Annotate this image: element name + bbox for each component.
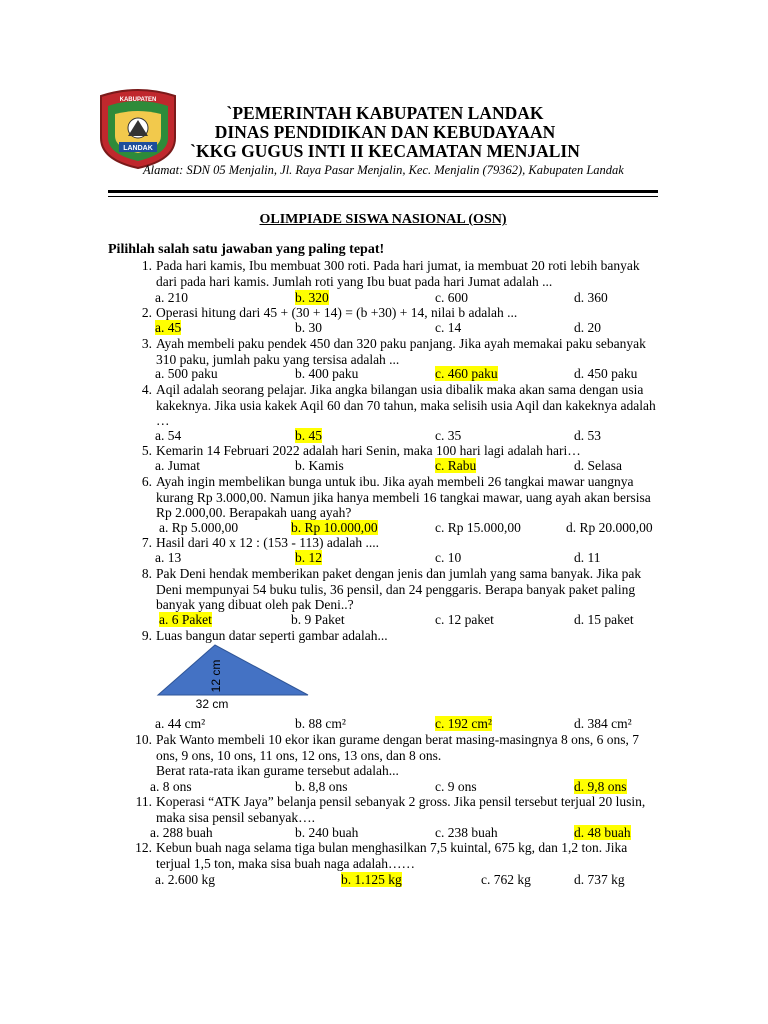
- address: Alamat: SDN 05 Menjalin, Jl. Raya Pasar Menjalin, Kec. Menjalin (79362), Kabupaten Landak: [143, 163, 624, 177]
- height-label: 12 cm: [209, 659, 223, 693]
- answer-option-a: a. 500 paku: [155, 366, 218, 381]
- answer-option-a: a. 2.600 kg: [155, 872, 215, 887]
- answer-option-c: c. 10: [435, 550, 462, 565]
- question-text: Kebun buah naga selama tiga bulan menghasilkan 7,5 kuintal, 675 kg, dan 1,2 ton. Jika terjual 1,5 ton, maka sisa buah naga adalah……: [156, 840, 628, 871]
- answer-option-b: b. 240 buah: [295, 825, 359, 840]
- question-text: Koperasi “ATK Jaya” belanja pensil sebanyak 2 gross. Jika pensil tersebut terjual 20 lusin, maka sisa pensil sebanyak….: [156, 794, 646, 825]
- answer-option-a: a. 54: [155, 428, 182, 443]
- answer-option-a: a. 8 ons: [150, 779, 192, 794]
- answer-option-c: c. 14: [435, 320, 462, 335]
- answer-option-a-highlighted: a. 45: [155, 320, 182, 335]
- answer-option-d: d. Rp 20.000,00: [566, 520, 653, 535]
- answer-option-d: d. 360: [574, 290, 608, 305]
- instruction: Pilihlah salah satu jawaban yang paling tepat!: [108, 242, 385, 257]
- question-text: Ayah ingin membelikan bunga untuk ibu. Jika ayah membeli 26 tangkai mawar uangnya kurang Rp 3.000,00. Namun jika hanya membeli 16 tangkai mawar, uang ayah akan bersisa Rp 2.000,00. Berapakah uang ayah?: [156, 474, 651, 520]
- question-text: Hasil dari 40 x 12 : (153 - 113) adalah ....: [156, 535, 379, 550]
- header-line-3: `KKG GUGUS INTI II KECAMATAN MENJALIN: [190, 141, 580, 161]
- answer-option-a: a. 13: [155, 550, 182, 565]
- answer-option-c: c. 9 ons: [435, 779, 477, 794]
- header-divider-thick: [108, 190, 658, 193]
- question-number: 2.: [141, 305, 152, 320]
- letterhead: [150, 104, 620, 161]
- triangle-shape: [158, 645, 308, 695]
- logo-top-label: KABUPATEN: [119, 97, 157, 103]
- answer-option-b-highlighted: b. 12: [295, 550, 322, 565]
- answer-option-a-highlighted: a. 6 Paket: [159, 612, 212, 627]
- answer-option-c: c. 762 kg: [481, 872, 531, 887]
- question-number: 7.: [141, 535, 152, 550]
- answer-option-b: b. 88 cm²: [295, 716, 346, 731]
- answer-option-d: d. 53: [574, 428, 601, 443]
- question-text-continued: Berat rata-rata ikan gurame tersebut adalah...: [156, 763, 399, 778]
- question-text: Operasi hitung dari 45 + (30 + 14) = (b +30) + 14, nilai b adalah ...: [156, 305, 518, 320]
- question-number: 9.: [141, 628, 152, 643]
- question-text: Aqil adalah seorang pelajar. Jika angka bilangan usia dibalik maka akan sama dengan usia kakeknya. Jika usia kakek Aqil 60 dan 70 tahun, maka selisih usia Aqil dan kakeknya adalah …: [156, 382, 656, 428]
- triangle-figure: [150, 640, 320, 710]
- question-number: 3.: [141, 336, 152, 351]
- answer-option-b-highlighted: b. Rp 10.000,00: [291, 520, 378, 535]
- answer-option-b-highlighted: b. 45: [295, 428, 322, 443]
- question-text: Pada hari kamis, Ibu membuat 300 roti. Pada hari jumat, ia membuat 20 roti lebih banyak dari pada hari kamis. Jumlah roti yang Ibu buat pada hari Jumat adalah ...: [156, 258, 640, 289]
- answer-option-c: c. 238 buah: [435, 825, 498, 840]
- answer-option-c: c. 35: [435, 428, 462, 443]
- answer-option-d: d. 15 paket: [574, 612, 634, 627]
- answer-option-c-highlighted: c. 460 paku: [435, 366, 498, 381]
- header-line-2: DINAS PENDIDIKAN DAN KEBUDAYAAN: [214, 122, 556, 142]
- answer-option-a: a. 288 buah: [150, 825, 213, 840]
- answer-option-c-highlighted: c. 192 cm²: [435, 716, 492, 731]
- answer-option-b-highlighted: b. 1.125 kg: [341, 872, 402, 887]
- question-number: 5.: [141, 443, 152, 458]
- answer-option-c: c. 600: [435, 290, 468, 305]
- question-number: 1.: [141, 258, 152, 273]
- question-text: Kemarin 14 Februari 2022 adalah hari Senin, maka 100 hari lagi adalah hari…: [156, 443, 581, 458]
- answer-option-d: d. 450 paku: [574, 366, 638, 381]
- answer-option-a: a. Jumat: [155, 458, 200, 473]
- answer-option-b: b. 8,8 ons: [295, 779, 348, 794]
- base-label: 32 cm: [195, 697, 229, 710]
- answer-option-a: a. Rp 5.000,00: [159, 520, 239, 535]
- answer-option-d-highlighted: d. 9,8 ons: [574, 779, 627, 794]
- answer-option-d: d. 384 cm²: [574, 716, 632, 731]
- answer-option-d: d. 737 kg: [574, 872, 625, 887]
- question-text: Luas bangun datar seperti gambar adalah...: [156, 628, 388, 643]
- exam-title: OLIMPIADE SISWA NASIONAL (OSN): [259, 212, 507, 227]
- answer-option-d-highlighted: d. 48 buah: [574, 825, 631, 840]
- header-line-1: `PEMERINTAH KABUPATEN LANDAK: [226, 103, 544, 123]
- answer-option-d: d. Selasa: [574, 458, 622, 473]
- answer-option-b: b. 400 paku: [295, 366, 359, 381]
- answer-option-c-highlighted: c. Rabu: [435, 458, 477, 473]
- answer-option-b-highlighted: b. 320: [295, 290, 329, 305]
- question-number: 12.: [135, 840, 152, 855]
- question-number: 10.: [135, 732, 152, 747]
- answer-option-a: a. 44 cm²: [155, 716, 206, 731]
- answer-option-a: a. 210: [155, 290, 188, 305]
- question-text: Pak Deni hendak memberikan paket dengan jenis dan jumlah yang sama banyak. Jika pak Deni mempunyai 54 buku tulis, 36 pensil, dan 24 penggaris. Berapa banyak paket paling banyak yang dibuat oleh pak Deni..?: [156, 566, 642, 612]
- question-number: 4.: [141, 382, 152, 397]
- answer-option-b: b. 30: [295, 320, 322, 335]
- question-number: 6.: [141, 474, 152, 489]
- question-number: 8.: [141, 566, 152, 581]
- question-text: Ayah membeli paku pendek 450 dan 320 paku panjang. Jika ayah memakai paku sebanyak 310 paku, jumlah paku yang tersisa adalah ...: [156, 336, 646, 367]
- answer-option-b: b. 9 Paket: [291, 612, 345, 627]
- header-divider-thin: [108, 196, 658, 197]
- answer-option-b: b. Kamis: [295, 458, 344, 473]
- answer-option-c: c. Rp 15.000,00: [435, 520, 521, 535]
- question-number: 11.: [135, 794, 152, 809]
- answer-option-d: d. 11: [574, 550, 601, 565]
- logo-bottom-label: LANDAK: [123, 145, 153, 152]
- answer-option-d: d. 20: [574, 320, 601, 335]
- question-text: Pak Wanto membeli 10 ekor ikan gurame dengan berat masing-masingnya 8 ons, 6 ons, 7 ons, 9 ons, 10 ons, 11 ons, 12 ons, 13 ons, dan 8 ons.: [156, 732, 640, 763]
- answer-option-c: c. 12 paket: [435, 612, 494, 627]
